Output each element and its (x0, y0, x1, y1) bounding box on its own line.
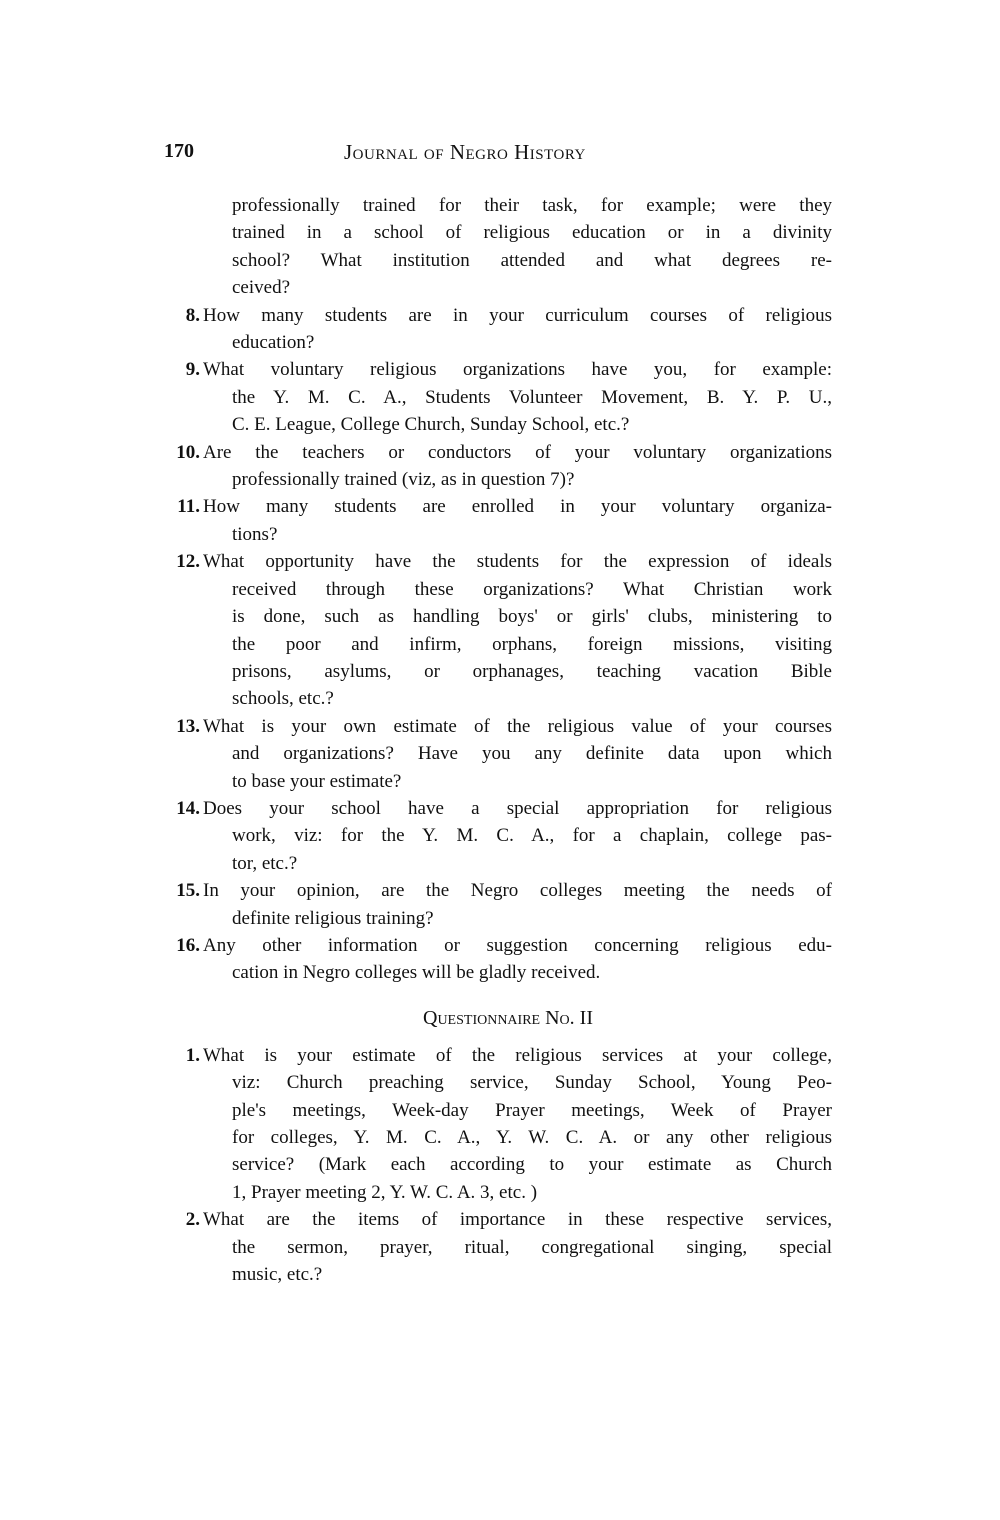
section-heading: Questionnaire No. II (423, 1006, 593, 1029)
question-item (164, 548, 832, 712)
running-head (164, 140, 832, 170)
page-body (164, 192, 832, 1288)
question-item (164, 356, 832, 438)
text-line: ceived? (232, 277, 291, 299)
text-line: the sermon, prayer, ritual, congregational singing, special (232, 1236, 832, 1258)
text-line: What opportunity have the students for the expression of ideals (203, 551, 832, 573)
text-line: C. E. League, College Church, Sunday School, etc.? (232, 414, 630, 436)
question-item (164, 932, 832, 987)
text-line: In your opinion, are the Negro colleges meeting the needs of (203, 880, 832, 902)
question-number: 15. (176, 880, 200, 902)
text-line: school? What institution attended and what degrees re- (232, 249, 832, 271)
text-line: definite religious training? (232, 907, 434, 929)
text-line: work, viz: for the Y. M. C. A., for a chaplain, college pas- (232, 825, 832, 847)
text-line: the poor and infirm, orphans, foreign missions, visiting (232, 633, 832, 655)
text-line: What are the items of importance in these respective services, (203, 1209, 832, 1231)
question-number: 12. (176, 551, 200, 573)
text-line: professionally trained for their task, for example; were they (232, 195, 832, 216)
text-line: is done, such as handling boys' or girls' clubs, ministering to (232, 606, 832, 628)
page-number: 170 (164, 140, 194, 162)
question-item (164, 1042, 832, 1206)
text-line: prisons, asylums, or orphanages, teaching vacation Bible (232, 660, 832, 682)
question-number: 9. (185, 359, 200, 381)
question-number: 10. (176, 441, 200, 463)
text-line: to base your estimate? (232, 770, 402, 792)
text-line: music, etc.? (232, 1264, 323, 1286)
text-line: education? (232, 332, 315, 354)
text-line: How many students are enrolled in your voluntary organiza- (203, 496, 832, 518)
question-item (164, 713, 832, 795)
text-line: the Y. M. C. A., Students Volunteer Movement, B. Y. P. U., (232, 386, 832, 408)
question-number: 11. (177, 496, 200, 518)
text-line: Any other information or suggestion concerning religious edu- (203, 934, 832, 956)
question-item (164, 493, 832, 548)
text-line: What is your own estimate of the religious value of your courses (203, 715, 832, 737)
question-item (164, 302, 832, 357)
text-line: What voluntary religious organizations have you, for example: (203, 359, 832, 381)
text-line: Does your school have a special appropriation for religious (203, 797, 832, 819)
text-line: received through these organizations? What Christian work (232, 578, 832, 600)
continued-paragraph (164, 192, 832, 302)
text-line: How many students are in your curriculum courses of religious (203, 304, 832, 326)
question-number: 16. (176, 934, 200, 956)
question-number: 13. (176, 715, 200, 737)
text-line: Are the teachers or conductors of your voluntary organizations (203, 441, 832, 463)
question-number: 1. (185, 1044, 200, 1066)
question-item (164, 795, 832, 877)
text-line: and organizations? Have you any definite data upon which (232, 743, 832, 765)
text-line: What is your estimate of the religious services at your college, (203, 1044, 832, 1066)
text-line: trained in a school of religious education or in a divinity (232, 222, 832, 244)
text-line: cation in Negro colleges will be gladly received. (232, 962, 601, 984)
questionnaire-2-list (164, 1042, 832, 1289)
journal-title: Journal of Negro History (344, 140, 586, 164)
question-item (164, 877, 832, 932)
text-line: tor, etc.? (232, 852, 298, 874)
text-line: professionally trained (viz, as in question 7)? (232, 469, 575, 491)
text-line: for colleges, Y. M. C. A., Y. W. C. A. or any other religious (232, 1127, 832, 1148)
question-item (164, 439, 832, 494)
text-line: tions? (232, 523, 278, 545)
text-line: service? (Mark each according to your estimate as Church (232, 1154, 832, 1176)
text-line: schools, etc.? (232, 688, 334, 710)
text-line: ple's meetings, Week-day Prayer meetings, Week of Prayer (232, 1099, 832, 1121)
question-number: 2. (185, 1209, 200, 1231)
question-number: 14. (176, 797, 200, 819)
question-number: 8. (185, 304, 200, 326)
text-line: viz: Church preaching service, Sunday School, Young Peo- (232, 1072, 832, 1094)
text-line: 1, Prayer meeting 2, Y. W. C. A. 3, etc. ) (232, 1181, 538, 1203)
question-item (164, 1206, 832, 1288)
questionnaire-1-list (164, 302, 832, 987)
